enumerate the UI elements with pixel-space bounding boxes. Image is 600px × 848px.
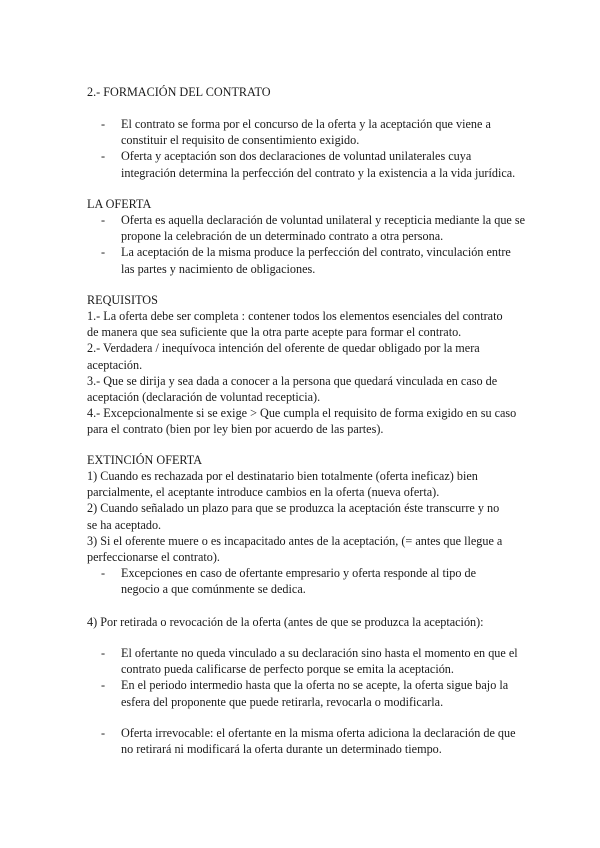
list-item bbox=[87, 116, 527, 148]
list-item bbox=[87, 565, 507, 597]
section-title-extincion: EXTINCIÓN OFERTA bbox=[87, 453, 203, 467]
bullet-dash: - bbox=[101, 149, 106, 164]
bullet-dash: - bbox=[101, 726, 106, 740]
bullet-text: Oferta es aquella declaración de voluntad unilateral y recepticia mediante la que se propone la celebración de un determinado contrato a otra persona. bbox=[121, 213, 526, 244]
extincion-item: 3) Si el oferente muere o es incapacitado antes de la aceptación, (= antes que llegue a perfeccionarse el contrato). bbox=[87, 533, 503, 565]
requisito-item: 1.- La oferta debe ser completa : contener todos los elementos esenciales del contrato de manera que sea suficiente que la otra parte acepte para formar el contrato. bbox=[87, 309, 503, 340]
extincion-list bbox=[87, 468, 507, 565]
bullet-text: Oferta y aceptación son dos declaraciones de voluntad unilaterales cuya integración determina la perfección del contrato y la existencia a la vida jurídica. bbox=[121, 149, 516, 180]
list-item bbox=[87, 244, 527, 276]
list-item bbox=[87, 677, 527, 709]
extincion-item: 2) Cuando señalado un plazo para que se produzca la aceptación éste transcurre y no se ha aceptado. bbox=[87, 501, 500, 532]
section-title-formacion: 2.- FORMACIÓN DEL CONTRATO bbox=[87, 85, 271, 99]
bullet-dash: - bbox=[101, 245, 106, 260]
list-item bbox=[87, 645, 527, 677]
bullet-dash: - bbox=[101, 678, 106, 693]
bullet-dash: - bbox=[101, 117, 106, 131]
bullet-text: Oferta irrevocable: el ofertante en la misma oferta adiciona la declaración de que no retirará ni modificará la oferta durante un determinado tiempo. bbox=[121, 726, 516, 757]
bullet-text: El contrato se forma por el concurso de la oferta y la aceptación que viene a constituir el requisito de consentimiento exigido. bbox=[121, 117, 491, 148]
extincion-sub-bullet bbox=[87, 565, 507, 597]
bullet-dash: - bbox=[101, 646, 106, 660]
oferta-bullets bbox=[87, 212, 527, 277]
extincion-item-4: 4) Por retirada o revocación de la oferta (antes de que se produzca la aceptación): bbox=[87, 615, 484, 629]
extincion-item: 1) Cuando es rechazada por el destinatario bien totalmente (oferta ineficaz) bien parcialmente, el aceptante introduce cambios en la oferta (nueva oferta). bbox=[87, 469, 478, 500]
last-bullet bbox=[87, 725, 527, 757]
formacion-bullets bbox=[87, 116, 527, 181]
bullet-text: El ofertante no queda vinculado a su declaración sino hasta el momento en que el contrato pueda calificarse de perfecto porque se emita la aceptación. bbox=[121, 646, 518, 677]
requisitos-list bbox=[87, 308, 517, 438]
list-item bbox=[87, 725, 527, 757]
requisito-item: 2.- Verdadera / inequívoca intención del oferente de quedar obligado por la mera aceptación. bbox=[87, 341, 480, 372]
requisito-item: 3.- Que se dirija y sea dada a conocer a la persona que quedará vinculada en caso de aceptación (declaración de voluntad recepticia). bbox=[87, 373, 498, 405]
item4-bullets bbox=[87, 645, 527, 710]
list-item bbox=[87, 212, 527, 244]
bullet-dash: - bbox=[101, 213, 106, 227]
section-title-requisitos: REQUISITOS bbox=[87, 293, 158, 307]
list-item bbox=[87, 148, 527, 180]
bullet-dash: - bbox=[101, 566, 106, 580]
bullet-text: La aceptación de la misma produce la perfección del contrato, vinculación entre las partes y nacimiento de obligaciones. bbox=[121, 245, 511, 276]
bullet-text: Excepciones en caso de ofertante empresario y oferta responde al tipo de negocio a que comúnmente se dedica. bbox=[121, 566, 476, 597]
section-title-oferta: LA OFERTA bbox=[87, 197, 152, 211]
bullet-text: En el periodo intermedio hasta que la oferta no se acepte, la oferta sigue bajo la esfera del proponente que puede retirarla, revocarla o modificarla. bbox=[121, 678, 509, 709]
requisito-item: 4.- Excepcionalmente si se exige > Que cumpla el requisito de forma exigido en su caso para el contrato (bien por ley bien por acuerdo de las partes). bbox=[87, 406, 517, 437]
